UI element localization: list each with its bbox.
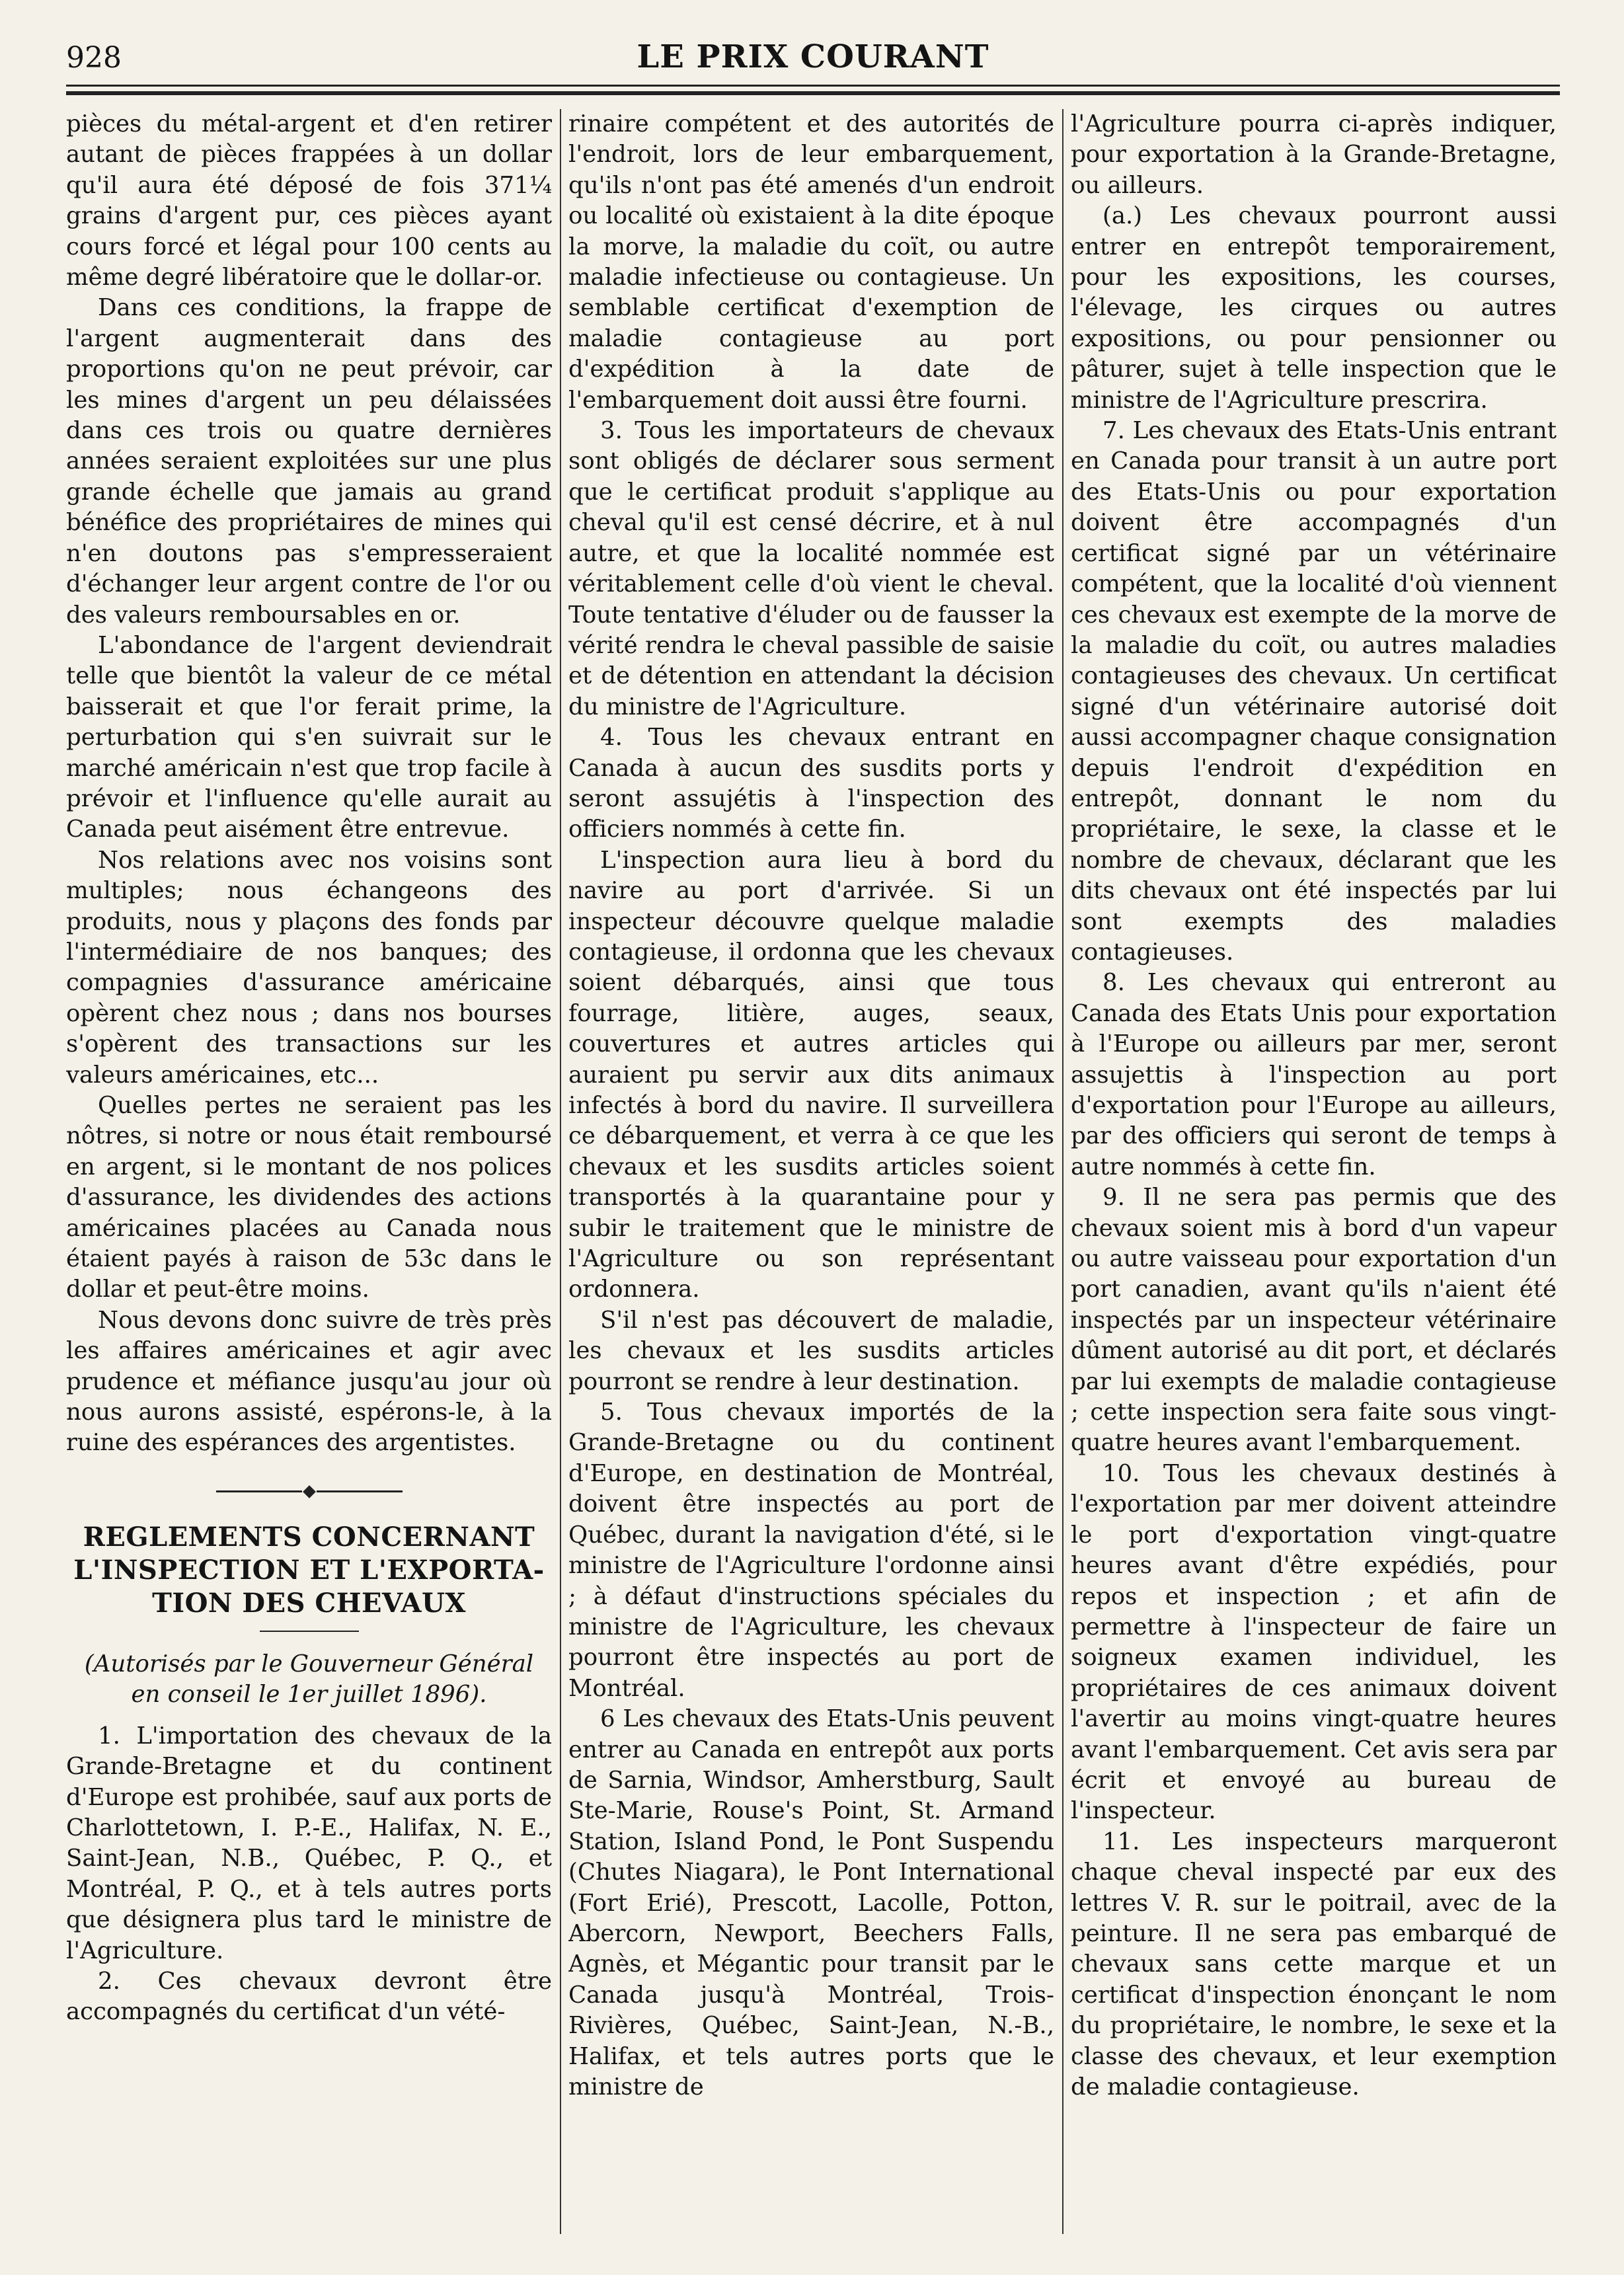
rule-paragraph: (a.) Les chevaux pourront aussi entrer en entrepôt temporairement, pour les expositions, les courses, l'élevage, les cirques ou autres expositions, ou pour pensionner ou pâturer, sujet à telle inspection que le ministre de l'Agriculture prescrira. bbox=[1071, 202, 1557, 414]
rule-paragraph: 11. Les inspecteurs marqueront chaque cheval inspecté par eux des lettres V. R. sur le poitrail, avec de la peinture. Il ne sera pas embarqué de chevaux sans cette marque et un certificat d'inspection énonçant le nom du propriétaire, le nombre, le sexe et la classe des chevaux, et leur exemption de maladie contagieuse. bbox=[1071, 1828, 1557, 2101]
column-2 bbox=[568, 109, 1054, 2234]
column-3 bbox=[1071, 109, 1557, 2234]
rule-paragraph: 8. Les chevaux qui entreront au Canada des Etats Unis pour exportation à l'Europe ou ailleurs par mer, seront assujettis à l'inspection au port d'exportation pour l'Europe au ailleurs, par des officiers qui seront de temps à autre nommés à cette fin. bbox=[1071, 969, 1557, 1180]
header-rule-thick bbox=[66, 91, 1560, 95]
section-ornament bbox=[66, 1481, 552, 1501]
rule-paragraph: 1. L'importation des chevaux de la Grande-Bretagne et du continent d'Europe est prohibée, sauf aux ports de Charlottetown, I. P.-E., Halifax, N. E., Saint-Jean, N.B., Québec, P. Q., et Montréal, P. Q., et à tels autres ports que désignera plus tard le ministre de l'Agriculture. bbox=[66, 1722, 552, 1964]
rule-paragraph: 4. Tous les chevaux entrant en Canada à aucun des susdits ports y seront assujétis à l'inspection des officiers nommés à cette fin. bbox=[568, 724, 1054, 843]
authority-note bbox=[66, 1649, 552, 1711]
paragraph: rinaire compétent et des autorités de l'endroit, lors de leur embarquement, qu'ils n'ont pas été amenés d'un endroit ou localité où existaient à la dite époque la morve, la maladie du coït, ou autre maladie infectieuse ou contagieuse. Un semblable certificat d'exemption de maladie contagieuse au port d'expédition à la date de l'embarquement doit aussi être fourni. bbox=[568, 110, 1054, 414]
paragraph: Nous devons donc suivre de très près les affaires américaines et agir avec prudence et méfiance jusqu'au jour où nous aurons assisté, espérons-le, à la ruine des espérances des argentistes. bbox=[66, 1306, 552, 1457]
section-title bbox=[66, 1521, 552, 1632]
rule-paragraph: L'inspection aura lieu à bord du navire au port d'arrivée. Si un inspecteur découvre quelque maladie contagieuse, il ordonna que les chevaux soient débarqués, ainsi que tous fourrage, litière, auges, seaux, couvertures et autres articles qui auraient pu servir aux dits animaux infectés à bord du navire. Il surveillera ce débarquement, et verra à ce que les chevaux et les susdits articles soient transportés à la quarantaine pour y subir le traitement que le ministre de l'Agriculture ou son représentant ordonnera. bbox=[568, 846, 1054, 1303]
rule-paragraph: 9. Il ne sera pas permis que des chevaux soient mis à bord d'un vapeur ou autre vaisseau pour exportation d'un port canadien, avant qu'ils n'aient été inspectés par un inspecteur vétérinaire dûment autorisé au dit port, et déclarés par lui exempts de maladie contagieuse ; cette inspection sera faite sous vingt-quatre heures avant l'embarquement. bbox=[1071, 1184, 1557, 1457]
rule-paragraph: 2. Ces chevaux devront être accompagnés du certificat d'un vété- bbox=[66, 1967, 552, 2026]
page-number: 928 bbox=[66, 41, 122, 75]
column-1 bbox=[66, 109, 552, 2234]
authority-line: (Autorisés par le Gouverneur Général bbox=[84, 1650, 534, 1677]
page-header bbox=[66, 29, 1560, 89]
column-divider bbox=[560, 109, 561, 2234]
header-rule-thin bbox=[66, 85, 1560, 87]
paragraph: l'Agriculture pourra ci-après indiquer, pour exportation à la Grande-Bretagne, ou ailleurs. bbox=[1071, 110, 1557, 199]
authority-line: en conseil le 1er juillet 1896). bbox=[131, 1681, 487, 1709]
paragraph: Dans ces conditions, la frappe de l'argent augmenterait dans des proportions qu'on ne peut prévoir, car les mines d'argent un peu délaissées dans ces trois ou quatre dernières années seraient exploitées sur une plus grande échelle que jamais au grand bénéfice des propriétaires de mines qui n'en doutons pas s'empresseraient d'échanger leur argent contre de l'or ou des valeurs remboursables en or. bbox=[66, 294, 552, 629]
title-rule bbox=[260, 1631, 359, 1632]
rule-paragraph: S'il n'est pas découvert de maladie, les chevaux et les susdits articles pourront se rendre à leur destination. bbox=[568, 1306, 1054, 1395]
rule-paragraph: 3. Tous les importateurs de chevaux sont obligés de déclarer sous serment que le certificat produit s'applique au cheval qu'il est censé décrire, et à nul autre, et que la localité nommée est véritablement celle d'où vient le cheval. Toute tentative d'éluder ou de fausser la vérité rendra le cheval passible de saisie et de détention en attendant la décision du ministre de l'Agriculture. bbox=[568, 417, 1054, 720]
section-title-line: L'INSPECTION ET L'EXPORTA- bbox=[73, 1554, 545, 1586]
section-title-line: REGLEMENTS CONCERNANT bbox=[83, 1521, 535, 1553]
rule-paragraph: 10. Tous les chevaux destinés à l'exportation par mer doivent atteindre le port d'exportation vingt-quatre heures avant d'être expédiés, pour repos et inspection ; et afin de permettre à l'inspecteur de faire un soigneux examen individuel, les propriétaires de ces animaux doivent l'avertir au moins vingt-quatre heures avant l'embarquement. Cet avis sera par écrit et envoyé au bureau de l'inspecteur. bbox=[1071, 1459, 1557, 1825]
running-title: LE PRIX COURANT bbox=[637, 38, 989, 75]
column-divider bbox=[1062, 109, 1063, 2234]
rule-paragraph: 5. Tous chevaux importés de la Grande-Bretagne ou du continent d'Europe, en destination de Montréal, doivent être inspectés au port de Québec, durant la navigation d'été, si le ministre de l'Agriculture l'ordonne ainsi ; à défaut d'instructions spéciales du ministre de l'Agriculture, les chevaux pourront être inspectés au port de Montréal. bbox=[568, 1399, 1054, 1702]
section-title-line: TION DES CHEVAUX bbox=[152, 1587, 466, 1619]
paragraph: Nos relations avec nos voisins sont multiples; nous échangeons des produits, nous y plaçons des fonds par l'intermédiaire de nos banques; des compagnies d'assurance américaine opèrent chez nous ; dans nos bourses s'opèrent des transactions sur les valeurs américaines, etc... bbox=[66, 846, 552, 1089]
paragraph: pièces du métal-argent et d'en retirer autant de pièces frappées à un dollar qu'il aura été déposé de fois 371¼ grains d'argent pur, ces pièces ayant cours forcé et légal pour 100 cents au même degré libératoire que le dollar-or. bbox=[66, 110, 552, 291]
paragraph: L'abondance de l'argent deviendrait telle que bientôt la valeur de ce métal baisserait et que l'or ferait prime, la perturbation qui s'en suivrait sur le marché américain n'est que trop facile à prévoir et l'influence qu'elle aurait au Canada peut aisément être entrevue. bbox=[66, 631, 552, 843]
paragraph: Quelles pertes ne seraient pas les nôtres, si notre or nous était remboursé en argent, si le montant de nos polices d'assurance, les dividendes des actions américaines placées au Canada nous étaient payés à raison de 53c dans le dollar et peut-être moins. bbox=[66, 1092, 552, 1303]
rule-paragraph: 7. Les chevaux des Etats-Unis entrant en Canada pour transit à un autre port des Etats-Unis ou pour exportation doivent être accompagnés d'un certificat signé par un vétérinaire compétent, que la localité d'où viennent ces chevaux est exempte de la morve de la maladie du coït, ou autres maladies contagieuses des chevaux. Un certificat signé d'un vétérinaire autorisé doit aussi accompagner chaque consignation depuis l'endroit d'expédition en entrepôt, donnant le nom du propriétaire, le sexe, la classe et le nombre de chevaux, déclarant que les dits chevaux ont été inspectés par lui sont exempts des maladies contagieuses. bbox=[1071, 417, 1557, 966]
rule-paragraph: 6 Les chevaux des Etats-Unis peuvent entrer au Canada en entrepôt aux ports de Sarnia, Windsor, Amherstburg, Sault Ste-Marie, Rouse's Point, St. Armand Station, Island Pond, le Pont Suspendu (Chutes Niagara), le Pont International (Fort Erié), Prescott, Lacolle, Potton, Abercorn, Newport, Beechers Falls, Agnès, et Mégantic pour transit par le Canada jusqu'à Montréal, Trois-Rivières, Québec, Saint-Jean, N.-B., Halifax, et tels autres ports que le ministre de bbox=[568, 1705, 1054, 2101]
